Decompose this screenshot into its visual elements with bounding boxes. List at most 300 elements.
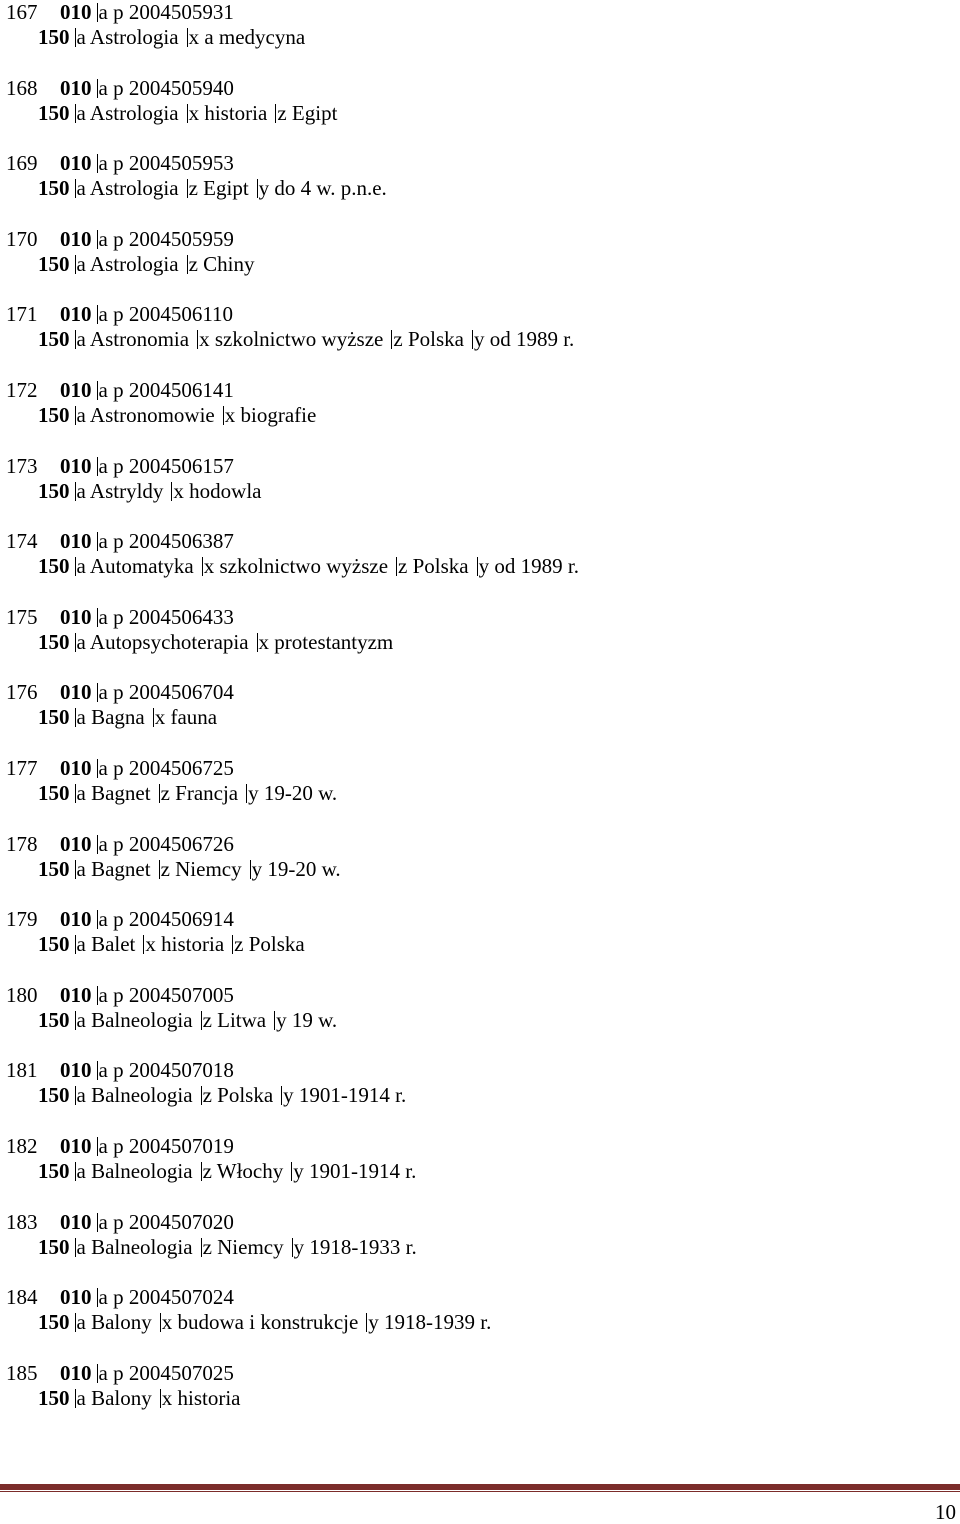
subfield-value: p 2004505940	[113, 75, 234, 100]
subfield	[250, 857, 341, 881]
record-control-line	[6, 227, 234, 251]
subfield-code: z	[202, 1083, 212, 1108]
subfield-value: od 1989 r.	[489, 327, 575, 352]
record-number: 174	[6, 529, 38, 554]
record-control-line	[6, 1361, 234, 1385]
subfield	[75, 630, 249, 654]
record-heading-line	[38, 25, 305, 49]
subfield-value: szkolnictwo wyższe	[219, 554, 389, 579]
record-number: 177	[6, 756, 38, 780]
subfield	[97, 1361, 234, 1385]
subfield	[257, 630, 394, 654]
subfield-value: od 1989 r.	[494, 554, 579, 579]
field-tag: 010	[60, 378, 92, 402]
subfield-code: z	[188, 176, 198, 201]
record-number: 175	[6, 604, 38, 629]
subfield-code: a	[76, 1159, 86, 1183]
subfield	[366, 1310, 491, 1334]
subfield-delimiter	[75, 1238, 76, 1257]
record-heading-line	[38, 1235, 417, 1259]
subfield-delimiter	[153, 708, 154, 727]
field-tag: 010	[60, 1209, 92, 1234]
subfield-code: a	[98, 982, 108, 1007]
subfield-delimiter	[75, 784, 76, 803]
subfield	[257, 176, 387, 200]
subfield-code: a	[76, 856, 86, 881]
subfield-delimiter	[201, 1162, 202, 1181]
subfield-delimiter	[97, 986, 98, 1005]
record-heading-line	[38, 1083, 406, 1107]
subfield-value: Balneologia	[91, 1159, 193, 1183]
subfield-delimiter	[97, 1137, 98, 1156]
subfield-value: historia	[161, 932, 225, 957]
subfield-value: Bagna	[91, 705, 145, 730]
record-heading-line	[38, 1008, 337, 1032]
subfield-code: y	[473, 327, 485, 352]
subfield-value: Egipt	[203, 176, 249, 201]
field-tag: 010	[60, 453, 92, 478]
subfield-delimiter	[97, 1288, 98, 1307]
subfield	[75, 705, 145, 729]
subfield	[160, 1386, 241, 1410]
subfield	[472, 327, 574, 351]
record-number: 173	[6, 453, 38, 478]
subfield-value: historia	[177, 1385, 241, 1410]
subfield-delimiter	[97, 759, 98, 778]
record-control-line	[6, 907, 234, 931]
subfield-value: hodowla	[189, 478, 262, 503]
subfield-value: Polska	[407, 327, 464, 352]
subfield-code: a	[98, 1360, 108, 1385]
subfield-delimiter	[75, 1011, 76, 1030]
subfield-delimiter	[201, 1086, 202, 1105]
subfield-value: a medycyna	[204, 25, 306, 49]
subfield-code: a	[98, 378, 108, 402]
subfield-code: a	[76, 1310, 86, 1335]
subfield-code: a	[76, 327, 86, 352]
subfield-code: a	[98, 1209, 108, 1234]
subfield-code: a	[98, 831, 108, 856]
record-heading-line	[38, 705, 217, 729]
subfield-value: 1918-1939 r.	[384, 1310, 492, 1335]
subfield-delimiter	[187, 179, 188, 198]
field-tag: 010	[60, 1134, 92, 1158]
subfield-code: a	[76, 629, 86, 654]
record-heading-line	[38, 1310, 491, 1334]
subfield	[75, 1310, 152, 1334]
subfield-delimiter	[75, 330, 76, 349]
subfield-value: 1901-1914 r.	[298, 1083, 407, 1108]
subfield-delimiter	[97, 910, 98, 929]
record-control-line	[6, 151, 234, 175]
record-number: 179	[6, 907, 38, 932]
subfield	[97, 0, 234, 24]
subfield	[159, 857, 242, 881]
subfield-code: a	[98, 529, 108, 554]
subfield	[202, 554, 388, 578]
subfield	[97, 1285, 234, 1309]
record-heading-line	[38, 479, 262, 503]
subfield-value: Balneologia	[91, 1234, 193, 1259]
subfield	[97, 227, 234, 251]
subfield-code: x	[258, 629, 270, 654]
subfield-code: x	[161, 1385, 173, 1410]
subfield-delimiter	[97, 305, 98, 324]
subfield-delimiter	[160, 1389, 161, 1408]
subfield-code: y	[248, 781, 259, 805]
subfield-code: y	[283, 1083, 294, 1108]
subfield-code: x	[188, 25, 200, 49]
subfield-code: a	[76, 781, 86, 805]
subfield-code: z	[202, 1007, 212, 1032]
subfield-value: p 2004507018	[113, 1058, 234, 1083]
subfield-value: p 2004507019	[113, 1134, 234, 1158]
subfield-value: Balony	[91, 1310, 152, 1335]
subfield	[275, 101, 337, 125]
subfield	[281, 1083, 406, 1107]
record-control-line	[6, 529, 234, 553]
subfield-code: x	[154, 705, 166, 730]
subfield	[97, 756, 234, 780]
record-heading-line	[38, 252, 255, 276]
subfield	[187, 25, 306, 49]
subfield	[143, 932, 224, 956]
subfield-value: p 2004507025	[113, 1360, 234, 1385]
subfield	[75, 857, 151, 881]
subfield-value: Bagnet	[91, 856, 151, 881]
subfield-value: Polska	[217, 1083, 274, 1108]
record-number: 170	[6, 226, 38, 251]
subfield	[159, 781, 239, 805]
subfield-delimiter	[159, 784, 160, 803]
subfield-value: Egipt	[291, 100, 338, 125]
subfield-delimiter	[187, 255, 188, 274]
subfield-code: a	[76, 176, 86, 201]
subfield	[75, 781, 151, 805]
subfield-delimiter	[97, 1364, 98, 1383]
subfield-delimiter	[97, 79, 98, 98]
subfield-value: Astrologia	[89, 176, 179, 201]
subfield-value: Balet	[91, 932, 136, 957]
subfield-value: 1901-1914 r.	[309, 1159, 417, 1183]
subfield-delimiter	[75, 28, 76, 47]
subfield-code: y	[276, 1007, 287, 1032]
subfield-code: x	[203, 554, 215, 579]
subfield-code: a	[76, 932, 86, 957]
record-control-line	[6, 605, 234, 629]
subfield-delimiter	[202, 557, 203, 576]
subfield-code: x	[173, 478, 184, 503]
subfield-value: Polska	[248, 932, 305, 957]
subfield	[201, 1235, 284, 1259]
subfield-value: Litwa	[217, 1007, 267, 1032]
subfield-delimiter	[396, 557, 397, 576]
subfield	[201, 1083, 274, 1107]
subfield-delimiter	[292, 1238, 293, 1257]
subfield	[246, 781, 337, 805]
field-tag: 150	[38, 1083, 70, 1108]
record-heading-line	[38, 101, 337, 125]
record-control-line	[6, 680, 234, 704]
subfield-delimiter	[201, 1011, 202, 1030]
record-control-line	[6, 1210, 234, 1234]
subfield	[75, 1235, 193, 1259]
subfield-value: Niemcy	[217, 1234, 284, 1259]
subfield-code: a	[98, 604, 108, 629]
subfield	[75, 25, 179, 49]
subfield	[97, 1058, 234, 1082]
field-tag: 010	[60, 226, 92, 251]
record-number: 176	[6, 680, 38, 705]
subfield-delimiter	[75, 1389, 76, 1408]
subfield-code: a	[76, 100, 86, 125]
subfield-delimiter	[75, 482, 76, 501]
record-number: 183	[6, 1209, 38, 1234]
field-tag: 150	[38, 403, 70, 427]
subfield-code: a	[98, 1285, 108, 1310]
subfield	[97, 1210, 234, 1234]
subfield	[75, 932, 136, 956]
subfield-delimiter	[250, 860, 251, 879]
subfield	[97, 605, 234, 629]
record-number: 167	[6, 0, 38, 24]
subfield-value: Astrologia	[89, 25, 179, 49]
field-tag: 150	[38, 1159, 70, 1183]
field-tag: 150	[38, 478, 70, 503]
subfield-value: Balony	[91, 1385, 152, 1410]
subfield	[97, 378, 234, 402]
subfield-value: p 2004505953	[113, 151, 234, 176]
subfield-value: Autopsychoterapia	[89, 629, 249, 654]
subfield	[477, 554, 579, 578]
subfield-value: biografie	[240, 403, 317, 427]
subfield-code: z	[234, 932, 244, 957]
subfield-code: z	[393, 327, 403, 352]
subfield-value: Astrologia	[89, 251, 179, 276]
record-control-line	[6, 454, 234, 478]
subfield	[391, 327, 464, 351]
subfield-code: a	[76, 1007, 86, 1032]
subfield-code: a	[98, 680, 108, 705]
subfield-code: a	[98, 1058, 108, 1083]
subfield-code: a	[98, 151, 108, 176]
subfield-code: x	[145, 932, 156, 957]
field-tag: 010	[60, 151, 92, 176]
subfield-delimiter	[75, 633, 76, 652]
subfield-value: Polska	[412, 554, 469, 579]
subfield-value: Astryldy	[89, 478, 164, 503]
subfield	[291, 1159, 416, 1183]
subfield-delimiter	[223, 406, 224, 425]
field-tag: 150	[38, 1385, 70, 1410]
subfield-value: p 2004506725	[113, 756, 234, 780]
field-tag: 150	[38, 176, 70, 201]
subfield-code: z	[277, 100, 287, 125]
subfield	[75, 101, 179, 125]
record-number: 178	[6, 831, 38, 856]
subfield-value: 1918-1933 r.	[309, 1234, 417, 1259]
subfield-code: a	[98, 75, 108, 100]
subfield-value: p 2004506914	[113, 907, 234, 932]
subfield-value: p 2004506387	[113, 529, 234, 554]
subfield-value: p 2004506157	[113, 453, 234, 478]
subfield-value: Balneologia	[91, 1007, 193, 1032]
subfield-code: a	[98, 453, 108, 478]
subfield	[160, 1310, 359, 1334]
field-tag: 150	[38, 781, 70, 805]
subfield-value: budowa i konstrukcje	[177, 1310, 359, 1335]
subfield-code: a	[76, 705, 86, 730]
subfield-code: a	[76, 251, 86, 276]
subfield	[97, 151, 234, 175]
subfield	[97, 454, 234, 478]
subfield-code: x	[161, 1310, 173, 1335]
subfield-delimiter	[159, 860, 160, 879]
field-tag: 150	[38, 100, 70, 125]
subfield-code: x	[199, 327, 210, 352]
subfield-value: Włochy	[216, 1159, 284, 1183]
subfield	[75, 1008, 193, 1032]
subfield-delimiter	[197, 330, 198, 349]
record-control-line	[6, 302, 233, 326]
record-number: 184	[6, 1285, 38, 1310]
subfield-delimiter	[201, 1238, 202, 1257]
record-control-line	[6, 832, 234, 856]
subfield-value: fauna	[170, 705, 218, 730]
subfield-delimiter	[75, 1162, 76, 1181]
field-tag: 010	[60, 756, 92, 780]
subfield-value: p 2004507005	[113, 982, 234, 1007]
subfield-value: Astronomia	[89, 327, 190, 352]
subfield-delimiter	[97, 230, 98, 249]
subfield-delimiter	[75, 406, 76, 425]
field-tag: 010	[60, 529, 92, 554]
footer-rule-thin	[0, 1491, 960, 1492]
subfield-code: a	[76, 25, 86, 49]
subfield-delimiter	[232, 935, 233, 954]
record-heading-line	[38, 857, 341, 881]
subfield-delimiter	[97, 3, 98, 22]
subfield	[75, 554, 194, 578]
record-control-line	[6, 76, 234, 100]
subfield-value: p 2004506110	[113, 302, 234, 327]
subfield-code: a	[76, 1385, 86, 1410]
subfield	[232, 932, 305, 956]
subfield	[75, 1083, 193, 1107]
subfield-value: 19 w.	[291, 1007, 338, 1032]
subfield-value: Balneologia	[91, 1083, 193, 1108]
subfield	[75, 176, 179, 200]
subfield	[97, 907, 234, 931]
subfield-value: p 2004506141	[113, 378, 234, 402]
field-tag: 010	[60, 1360, 92, 1385]
subfield-code: z	[202, 1234, 212, 1259]
field-tag: 150	[38, 554, 70, 579]
subfield-code: a	[98, 756, 108, 780]
subfield-delimiter	[97, 1061, 98, 1080]
field-tag: 010	[60, 982, 92, 1007]
field-tag: 010	[60, 907, 92, 932]
record-number: 182	[6, 1134, 38, 1158]
field-tag: 010	[60, 75, 92, 100]
subfield	[171, 479, 261, 503]
record-control-line	[6, 983, 234, 1007]
subfield-code: z	[160, 856, 170, 881]
subfield-delimiter	[257, 179, 258, 198]
subfield	[75, 1159, 193, 1183]
record-heading-line	[38, 1386, 241, 1410]
subfield-code: z	[188, 251, 198, 276]
field-tag: 150	[38, 1234, 70, 1259]
field-tag: 150	[38, 251, 70, 276]
subfield-value: Astrologia	[89, 100, 179, 125]
subfield-value: p 2004506726	[113, 831, 234, 856]
subfield-value: Astronomowie	[89, 403, 215, 427]
subfield-code: z	[160, 781, 170, 805]
subfield	[197, 327, 383, 351]
subfield	[396, 554, 469, 578]
record-control-line	[6, 1134, 234, 1158]
subfield-value: historia	[204, 100, 268, 125]
subfield-code: x	[188, 100, 200, 125]
subfield-delimiter	[477, 557, 478, 576]
subfield-delimiter	[75, 179, 76, 198]
subfield-code: a	[76, 554, 86, 579]
field-tag: 150	[38, 1007, 70, 1032]
field-tag: 010	[60, 831, 92, 856]
record-number: 171	[6, 302, 38, 327]
subfield	[75, 252, 179, 276]
subfield-delimiter	[75, 557, 76, 576]
subfield-value: p 2004507020	[113, 1209, 234, 1234]
subfield	[187, 176, 249, 200]
field-tag: 150	[38, 629, 70, 654]
subfield-delimiter	[97, 154, 98, 173]
subfield-value: p 2004505931	[113, 0, 234, 24]
subfield-code: a	[76, 478, 86, 503]
subfield-delimiter	[187, 104, 188, 123]
subfield-delimiter	[75, 860, 76, 879]
subfield-delimiter	[97, 1213, 98, 1232]
subfield-code: y	[258, 176, 270, 201]
subfield	[274, 1008, 337, 1032]
record-heading-line	[38, 781, 337, 805]
record-control-line	[6, 1285, 234, 1309]
subfield-value: Chiny	[203, 251, 255, 276]
record-heading-line	[38, 327, 574, 351]
subfield	[75, 479, 164, 503]
subfield-delimiter	[75, 255, 76, 274]
subfield	[223, 403, 317, 427]
record-control-line	[6, 378, 234, 402]
subfield-value: 19-20 w.	[263, 781, 338, 805]
record-number: 180	[6, 982, 38, 1007]
subfield	[97, 680, 234, 704]
record-control-line	[6, 1058, 234, 1082]
subfield-value: protestantyzm	[274, 629, 394, 654]
subfield	[97, 76, 234, 100]
subfield-code: y	[293, 1159, 304, 1183]
record-control-line	[6, 0, 234, 24]
record-heading-line	[38, 1159, 416, 1183]
record-number: 172	[6, 378, 38, 402]
subfield	[97, 1134, 234, 1158]
subfield	[153, 705, 217, 729]
subfield-code: x	[224, 403, 236, 427]
subfield-code: a	[76, 1234, 86, 1259]
subfield	[75, 403, 215, 427]
field-tag: 150	[38, 25, 70, 49]
